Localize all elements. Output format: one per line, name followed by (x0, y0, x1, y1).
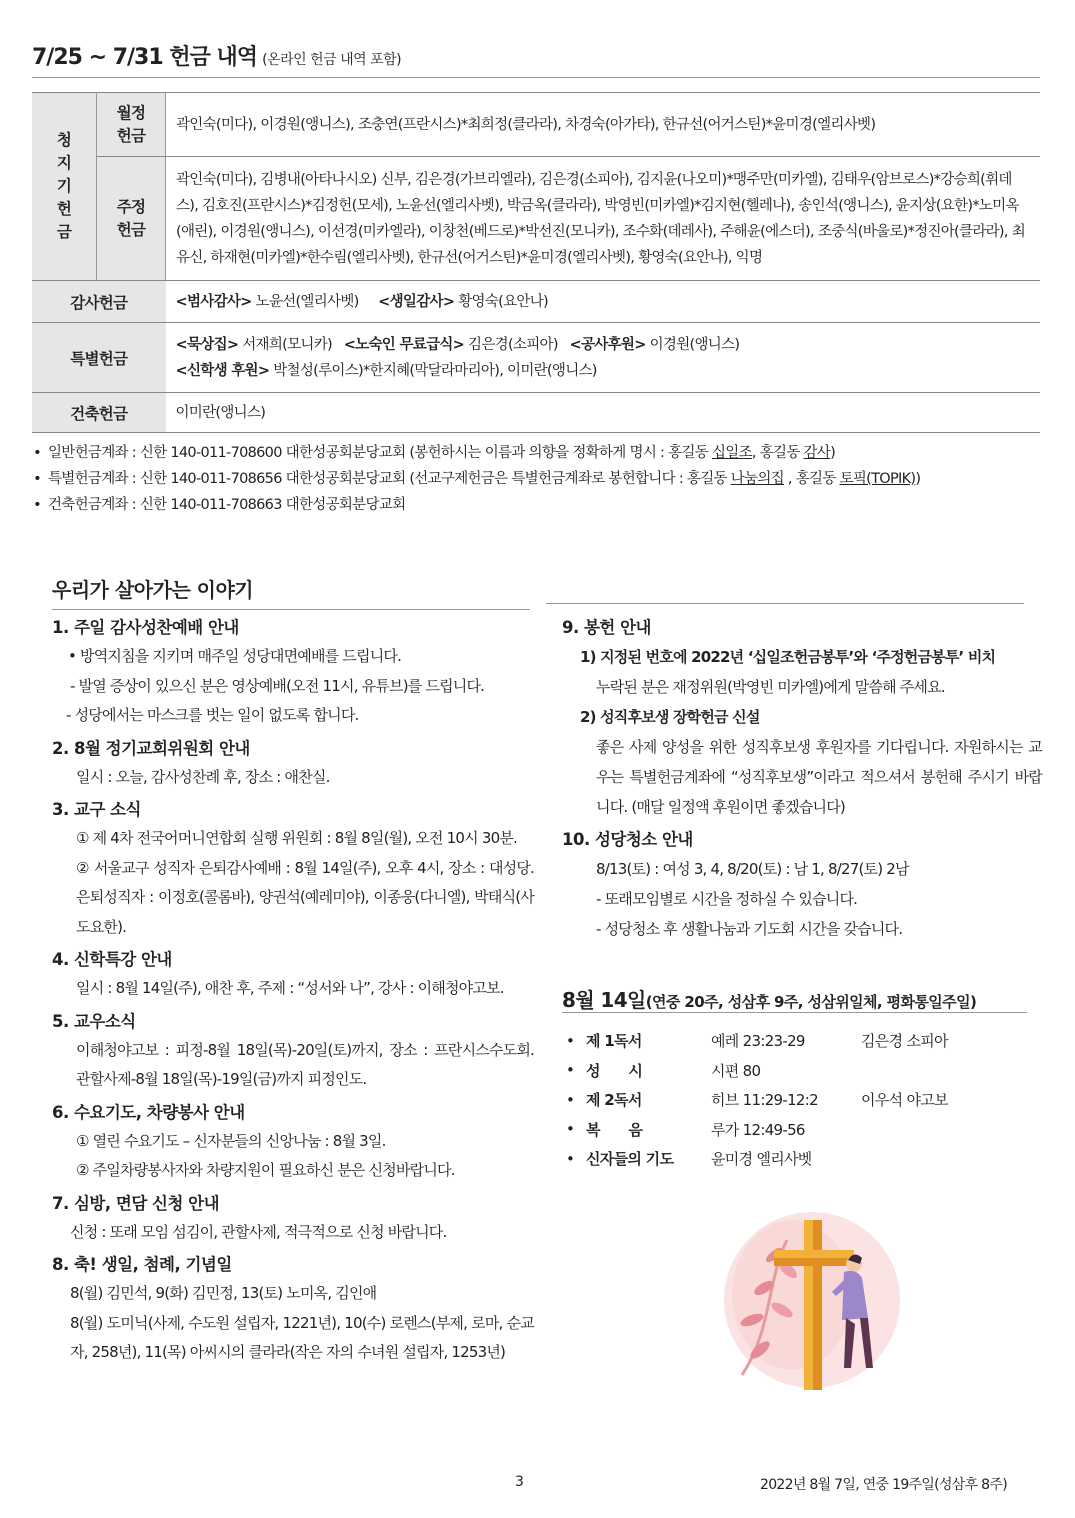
thanks-label: 감사헌금 (32, 281, 166, 323)
account-list (26, 440, 1056, 518)
section-divider (546, 603, 1024, 604)
news-6-line: ② 주일차량봉사자와 차량지원이 필요하신 분은 신청바랍니다. (76, 1161, 455, 1179)
news-2-line: 일시 : 오늘, 감사성찬례 후, 장소 : 애찬실. (76, 767, 330, 786)
news-3-title: 3. 교구 소식 (52, 800, 141, 819)
building-names: 이미란(앵니스) (166, 393, 1041, 433)
reading-row: • 신자들의 기도 윤미경 엘리사벳 (566, 1149, 812, 1169)
news-right-column (562, 614, 1042, 944)
monthly-label: 월정 헌금 (97, 93, 166, 157)
building-account: • 건축헌금계좌 : 신한 140-011-708663 대한성공회분당교회 (26, 492, 1056, 518)
news-5-title: 5. 교우소식 (52, 1011, 136, 1031)
news-1-line: • 방역지침을 지키며 매주일 성당대면예배를 드립니다. (68, 647, 402, 665)
news-9-sub1: 1) 지정된 번호에 2022년 ‘십일조헌금봉투’와 ‘주정헌금봉투’ 비치 (580, 648, 996, 666)
readings-table (566, 1026, 948, 1174)
news-4-title: 4. 신학특강 안내 (52, 950, 172, 969)
news-2-title: 2. 8월 정기교회위원회 안내 (52, 738, 250, 758)
news-3-line: ① 제 4차 전국어머니연합회 실행 위원회 : 8월 8일(월), 오전 10시 30분. (76, 829, 517, 847)
liturgy-date-title: 8월 14일(연중 20주, 성삼후 9주, 성삼위일체, 평화통일주일) (562, 988, 977, 1012)
special-account: • 특별헌금계좌 : 신한 140-011-708656 대한성공회분당교회 (선교구제헌금은 특별헌금계좌로 봉헌합니다 : 홍길동 나눔의집 , 홍길동 토픽(TOPIK)) (26, 466, 1056, 492)
news-7-title: 7. 심방, 면담 신청 안내 (52, 1193, 220, 1213)
reading-row: • 복 음 루가 12:49-56 (566, 1120, 805, 1139)
reading-row: • 제 2독서 히브 11:29-12:2 이우석 야고보 (566, 1090, 948, 1110)
offering-table (32, 92, 1040, 433)
news-4-line: 일시 : 8월 14일(주), 애찬 후, 주제 : “성서와 나”, 강사 : 이해청야고보. (76, 979, 504, 997)
news-8-title: 8. 축! 생일, 첨례, 기념일 (52, 1255, 232, 1274)
news-9-sub2: 2) 성직후보생 장학헌금 신설 (580, 708, 760, 726)
weekly-names: 곽인숙(미다), 김병내(아타나시오) 신부, 김은경(가브리엘라), 김은경(소피아), 김지윤(나오미)*맹주만(미카엘), 김태우(암브로스)*강승희(휘데스), 김호진(프란시스)*김정헌(모세), 노윤선(엘리사벳), 박금옥(클라라), 박영빈(미카엘)*김지현(헬레나), 송인석(앵니스), 윤지상(요한)*노미옥(애린), 이경원(앵니스), 이선경(미카엘라), 이창천(베드로)*박선진(모니카), 조수화(데레사), 주해윤(에스더), 조중식(바울로)*정진아(클라라), 최유신, 하재현(미카엘)*한수림(엘리사벳), 한규선(어거스틴)*윤미경(엘리사벳), 황영숙(요안나), 익명 (166, 157, 1041, 281)
news-1-line: - 발열 증상이 있으신 분은 영상예배(오전 11시, 유튜브)를 드립니다. (70, 676, 485, 695)
news-left-column (52, 614, 534, 1368)
cross-prayer-illustration (712, 1200, 922, 1410)
news-10-line: - 성당청소 후 생활나눔과 기도회 시간을 갖습니다. (596, 920, 903, 938)
news-7-line: 신청 : 또래 모임 섬김이, 관할사제, 적극적으로 신청 바랍니다. (70, 1222, 447, 1241)
news-8-line: 8(월) 도미닉(사제, 수도원 설립자, 1221년), 10(수) 로렌스(부제, 로마, 순교자, 258년), 11(목) 아씨시의 클라라(작은 자의 수녀원 설립자, 1253년) (70, 1313, 534, 1361)
reading-row: • 성 시 시편 80 (566, 1061, 761, 1080)
weekly-label: 주정 헌금 (97, 157, 166, 281)
special-names: <묵상집> 서재희(모니카) <노숙인 무료급식> 김은경(소피아) <공사후원> 이경원(앵니스) <신학생 후원> 박철성(루이스)*한지혜(막달라마리아), 이미란(앵니스) (166, 323, 1041, 393)
news-9-title: 9. 봉헌 안내 (562, 618, 651, 637)
reading-row: • 제 1독서 예레 23:23-29 김은경 소피아 (566, 1031, 948, 1051)
building-label: 건축헌금 (32, 393, 166, 433)
special-label: 특별헌금 (32, 323, 166, 393)
news-3-line: ② 서울교구 성직자 은퇴감사예배 : 8월 14일(주), 오후 4시, 장소 : 대성당. 은퇴성직자 : 이정호(콜롬바), 양권석(예레미야), 이종웅(다니엘), 박태식(사도요한). (76, 858, 534, 936)
news-1-title: 1. 주일 감사성찬예배 안내 (52, 618, 239, 637)
page-number: 3 (515, 1474, 524, 1490)
page-subtitle: (온라인 헌금 내역 포함) (262, 52, 402, 68)
offering-header (32, 40, 1040, 78)
page-title: 7/25 ~ 7/31 헌금 내역 (32, 45, 257, 70)
news-8-line: 8(월) 김민석, 9(화) 김민정, 13(토) 노미옥, 김인애 (70, 1284, 377, 1302)
news-9-line: 누락된 분은 재정위원(박영빈 미카엘)에게 말씀해 주세요. (596, 678, 945, 696)
news-section-title: 우리가 살아가는 이야기 (52, 574, 530, 610)
news-1-line: - 성당에서는 마스크를 벗는 일이 없도록 합니다. (66, 706, 359, 724)
footer-date: 2022년 8월 7일, 연중 19주일(성삼후 8주) (760, 1477, 1007, 1493)
general-account: • 일반헌금계좌 : 신한 140-011-708600 대한성공회분당교회 (봉헌하시는 이름과 의향을 정확하게 명시 : 홍길동 십일조, 홍길동 감사) (26, 440, 1056, 466)
news-5-line: 이해청야고보 : 피정-8월 18일(목)-20일(토)까지, 장소 : 프란시스수도회. 관할사제-8월 18일(목)-19일(금)까지 피정인도. (76, 1040, 534, 1088)
news-10-line: 8/13(토) : 여성 3, 4, 8/20(토) : 남 1, 8/27(토) 2남 (596, 860, 909, 878)
liturgy-divider (562, 1012, 1027, 1013)
news-10-title: 10. 성당청소 안내 (562, 830, 693, 849)
monthly-names: 곽인숙(미다), 이경원(앵니스), 조충연(프란시스)*최희정(클라라), 차경숙(아가타), 한규선(어거스틴)*윤미경(엘리사벳) (166, 93, 1041, 157)
tithe-label: 청 지 기 헌 금 (32, 93, 97, 281)
news-6-title: 6. 수요기도, 차량봉사 안내 (52, 1102, 245, 1122)
thanks-names: <범사감사> 노윤선(엘리사벳) <생일감사> 황영숙(요안나) (166, 281, 1041, 323)
news-6-line: ① 열린 수요기도 – 신자분들의 신앙나눔 : 8월 3일. (76, 1131, 386, 1150)
news-9-line: 좋은 사제 양성을 위한 성직후보생 후원자를 기다립니다. 자원하시는 교우는 특별헌금계좌에 “성직후보생”이라고 적으셔서 봉헌해 주시기 바랍니다. (매달 일정액 후원이면 좋겠습니다) (596, 738, 1042, 816)
news-10-line: - 또래모임별로 시간을 정하실 수 있습니다. (596, 890, 858, 908)
